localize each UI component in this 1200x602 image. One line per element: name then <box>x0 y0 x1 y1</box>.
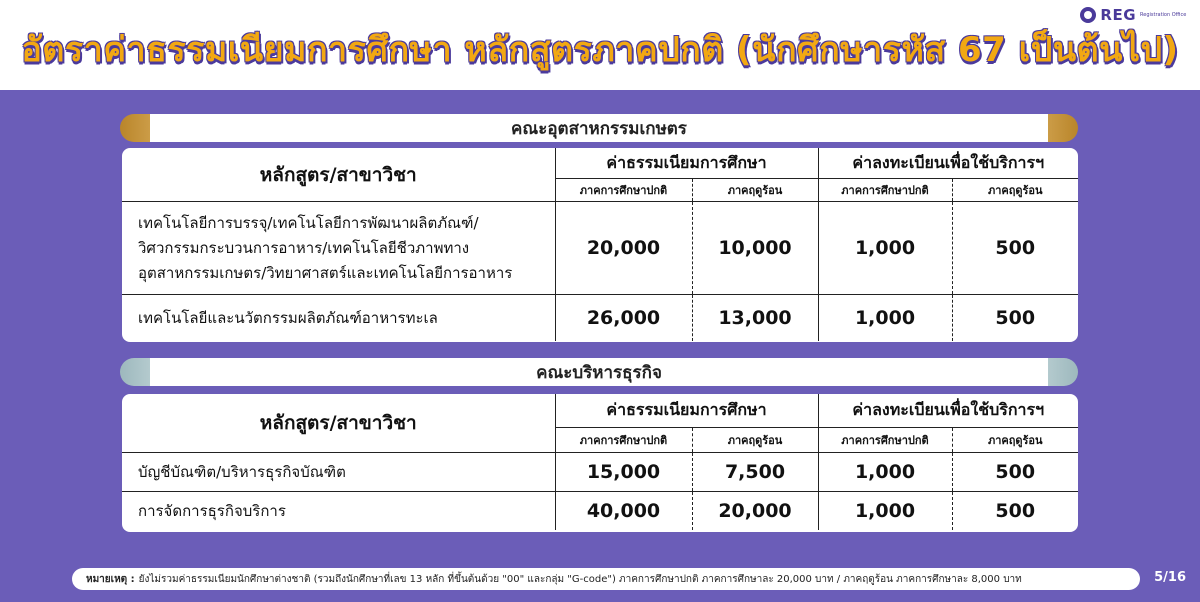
header-tuition-summer: ภาคฤดูร้อน <box>692 179 818 202</box>
header-tuition-regular: ภาคการศึกษาปกติ <box>555 179 692 202</box>
header-reg-regular: ภาคการศึกษาปกติ <box>818 427 952 452</box>
reg-regular: 1,000 <box>818 202 952 295</box>
table-row <box>122 295 1078 342</box>
header-tuition-regular: ภาคการศึกษาปกติ <box>555 427 692 452</box>
tuition-summer: 13,000 <box>692 295 818 342</box>
faculty-banner-agro <box>120 114 1078 142</box>
footnote <box>72 568 1140 590</box>
reg-summer: 500 <box>952 202 1078 295</box>
faculty-banner-business <box>120 358 1078 386</box>
header-tuition: ค่าธรรมเนียมการศึกษา <box>555 148 818 179</box>
table-row <box>122 453 1078 492</box>
reg-summer: 500 <box>952 295 1078 342</box>
tuition-summer: 7,500 <box>692 453 818 492</box>
fee-table-business <box>122 394 1078 532</box>
reg-summer: 500 <box>952 453 1078 492</box>
table-row <box>122 492 1078 531</box>
course-line: อุตสาหกรรมเกษตร/วิทยาศาสตร์และเทคโนโลยีการอาหาร <box>138 263 513 282</box>
header-reg-summer: ภาคฤดูร้อน <box>952 179 1078 202</box>
tuition-regular: 26,000 <box>555 295 692 342</box>
logo-text: REG <box>1100 6 1136 24</box>
footnote-text: ยังไม่รวมค่าธรรมเนียมนักศึกษาต่างชาติ (รวมถึงนักศึกษาที่เลข 13 หลัก ที่ขึ้นต้นด้วย "00" และกลุ่ม "G-code") ภาคการศึกษาปกติ ภาคการศึกษาละ 20,000 บาท / ภาคฤดูร้อน ภาคการศึกษาละ 8,000 บาท <box>138 573 1022 585</box>
footnote-label: หมายเหตุ : <box>86 573 135 585</box>
course-cell: การจัดการธุรกิจบริการ <box>122 492 555 531</box>
course-line: เทคโนโลยีการบรรจุ/เทคโนโลยีการพัฒนาผลิตภัณฑ์/ <box>138 213 479 232</box>
reg-regular: 1,000 <box>818 492 952 531</box>
header-bar <box>0 0 1200 90</box>
tuition-regular: 15,000 <box>555 453 692 492</box>
faculty-name: คณะบริหารธุรกิจ <box>150 358 1048 386</box>
header-registration: ค่าลงทะเบียนเพื่อใช้บริการฯ <box>818 148 1078 179</box>
fee-table-agro <box>122 148 1078 342</box>
header-course: หลักสูตร/สาขาวิชา <box>259 163 417 186</box>
header-registration: ค่าลงทะเบียนเพื่อใช้บริการฯ <box>818 394 1078 427</box>
reg-summer: 500 <box>952 492 1078 531</box>
table-row <box>122 202 1078 295</box>
course-cell: บัญชีบัณฑิต/บริหารธุรกิจบัณฑิต <box>122 453 555 492</box>
reg-regular: 1,000 <box>818 453 952 492</box>
course-cell: เทคโนโลยีและนวัตกรรมผลิตภัณฑ์อาหารทะเล <box>122 295 555 342</box>
tuition-regular: 40,000 <box>555 492 692 531</box>
header-tuition-summer: ภาคฤดูร้อน <box>692 427 818 452</box>
tuition-summer: 20,000 <box>692 492 818 531</box>
header-tuition: ค่าธรรมเนียมการศึกษา <box>555 394 818 427</box>
course-line: วิศวกรรมกระบวนการอาหาร/เทคโนโลยีชีวภาพทาง <box>138 238 470 257</box>
logo-subtext: Registration Office <box>1140 12 1187 18</box>
reg-emblem-icon <box>1080 7 1096 23</box>
reg-regular: 1,000 <box>818 295 952 342</box>
header-course: หลักสูตร/สาขาวิชา <box>259 412 417 434</box>
header-reg-summer: ภาคฤดูร้อน <box>952 427 1078 452</box>
header-reg-regular: ภาคการศึกษาปกติ <box>818 179 952 202</box>
faculty-name: คณะอุตสาหกรรมเกษตร <box>150 114 1048 142</box>
tuition-regular: 20,000 <box>555 202 692 295</box>
tuition-summer: 10,000 <box>692 202 818 295</box>
page-title: อัตราค่าธรรมเนียมการศึกษา หลักสูตรภาคปกติ (นักศึกษารหัส 67 เป็นต้นไป) <box>21 30 1179 70</box>
page-number: 5/16 <box>1154 570 1186 585</box>
course-cell <box>122 202 555 295</box>
